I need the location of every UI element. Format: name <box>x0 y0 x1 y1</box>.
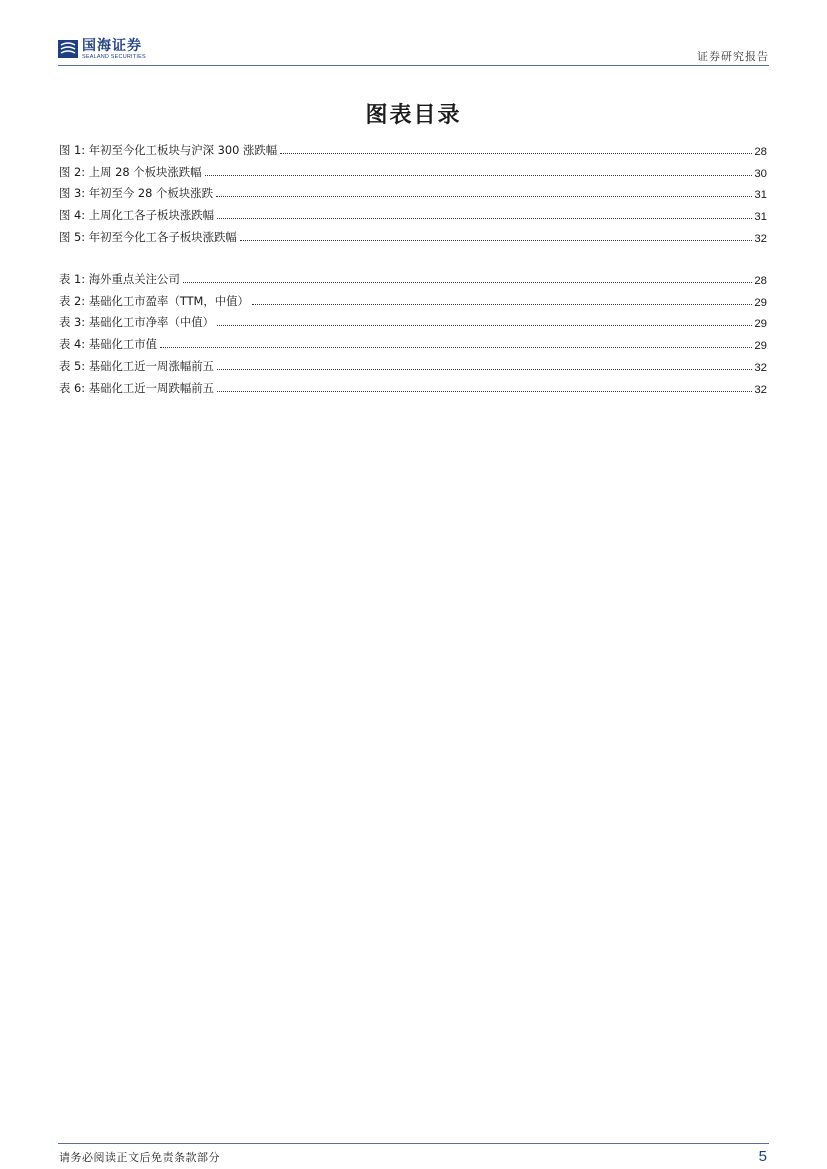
logo-mark-icon <box>58 38 78 60</box>
toc-entry-page: 29 <box>754 296 767 309</box>
report-type-label: 证券研究报告 <box>697 50 769 63</box>
page-title: 图表目录 <box>365 103 462 128</box>
dot-leader <box>217 217 752 219</box>
toc-entry[interactable] <box>59 330 767 352</box>
toc-entry-label: 表 3: 基础化工市净率（中值） <box>59 315 215 330</box>
toc-entry-page: 28 <box>754 145 767 158</box>
toc-entry-page: 32 <box>754 361 767 374</box>
toc-entry[interactable] <box>59 352 767 374</box>
toc-entry-label: 图 2: 上周 28 个板块涨跌幅 <box>59 164 202 179</box>
logo-chinese-name: 国海证券 <box>82 36 142 53</box>
toc-entry[interactable] <box>59 180 767 202</box>
toc-entry-page: 32 <box>754 383 767 396</box>
toc-entry-label: 图 3: 年初至今 28 个板块涨跌 <box>59 186 213 201</box>
toc-entry-page: 29 <box>754 340 767 353</box>
toc-entry[interactable] <box>59 223 767 245</box>
table-list <box>59 265 767 396</box>
toc-entry-page: 31 <box>754 189 767 202</box>
toc-entry[interactable] <box>59 309 767 331</box>
logo-english-name: SEALAND SECURITIES <box>82 53 146 60</box>
figure-list <box>59 136 767 245</box>
page-number: 5 <box>758 1148 767 1165</box>
page-header <box>58 36 769 66</box>
toc-entry[interactable] <box>59 287 767 309</box>
toc-entry-label: 表 6: 基础化工近一周跌幅前五 <box>59 380 215 395</box>
toc-entry-label: 图 1: 年初至今化工板块与沪深 300 涨跌幅 <box>59 142 278 157</box>
toc-entry-label: 表 1: 海外重点关注公司 <box>59 271 180 286</box>
toc-entry-page: 30 <box>754 167 767 180</box>
toc-entry-label: 图 5: 年初至今化工各子板块涨跌幅 <box>59 229 237 244</box>
dot-leader <box>217 390 752 392</box>
footer-divider <box>58 1143 769 1144</box>
dot-leader <box>217 368 752 370</box>
toc-entry-page: 29 <box>754 318 767 331</box>
header-divider <box>58 65 769 66</box>
toc-entry[interactable] <box>59 265 767 287</box>
dot-leader <box>205 174 753 176</box>
footer-disclaimer: 请务必阅读正文后免责条款部分 <box>59 1151 220 1164</box>
toc-entry[interactable] <box>59 158 767 180</box>
company-logo <box>58 36 146 62</box>
toc-entry[interactable] <box>59 136 767 158</box>
toc-entry-page: 31 <box>754 211 767 224</box>
dot-leader <box>160 346 752 348</box>
toc-entry-label: 表 2: 基础化工市盈率（TTM，中值） <box>59 293 249 308</box>
toc-entry[interactable] <box>59 374 767 396</box>
dot-leader <box>240 239 753 241</box>
toc-entry-label: 图 4: 上周化工各子板块涨跌幅 <box>59 208 215 223</box>
toc-entry-page: 32 <box>754 232 767 245</box>
toc-entry-label: 表 4: 基础化工市值 <box>59 337 158 352</box>
toc-entry-page: 28 <box>754 274 767 287</box>
toc-entry[interactable] <box>59 201 767 223</box>
dot-leader <box>183 281 752 283</box>
dot-leader <box>217 324 752 326</box>
dot-leader <box>216 195 752 197</box>
dot-leader <box>252 303 752 305</box>
dot-leader <box>280 152 752 154</box>
toc-entry-label: 表 5: 基础化工近一周涨幅前五 <box>59 358 215 373</box>
